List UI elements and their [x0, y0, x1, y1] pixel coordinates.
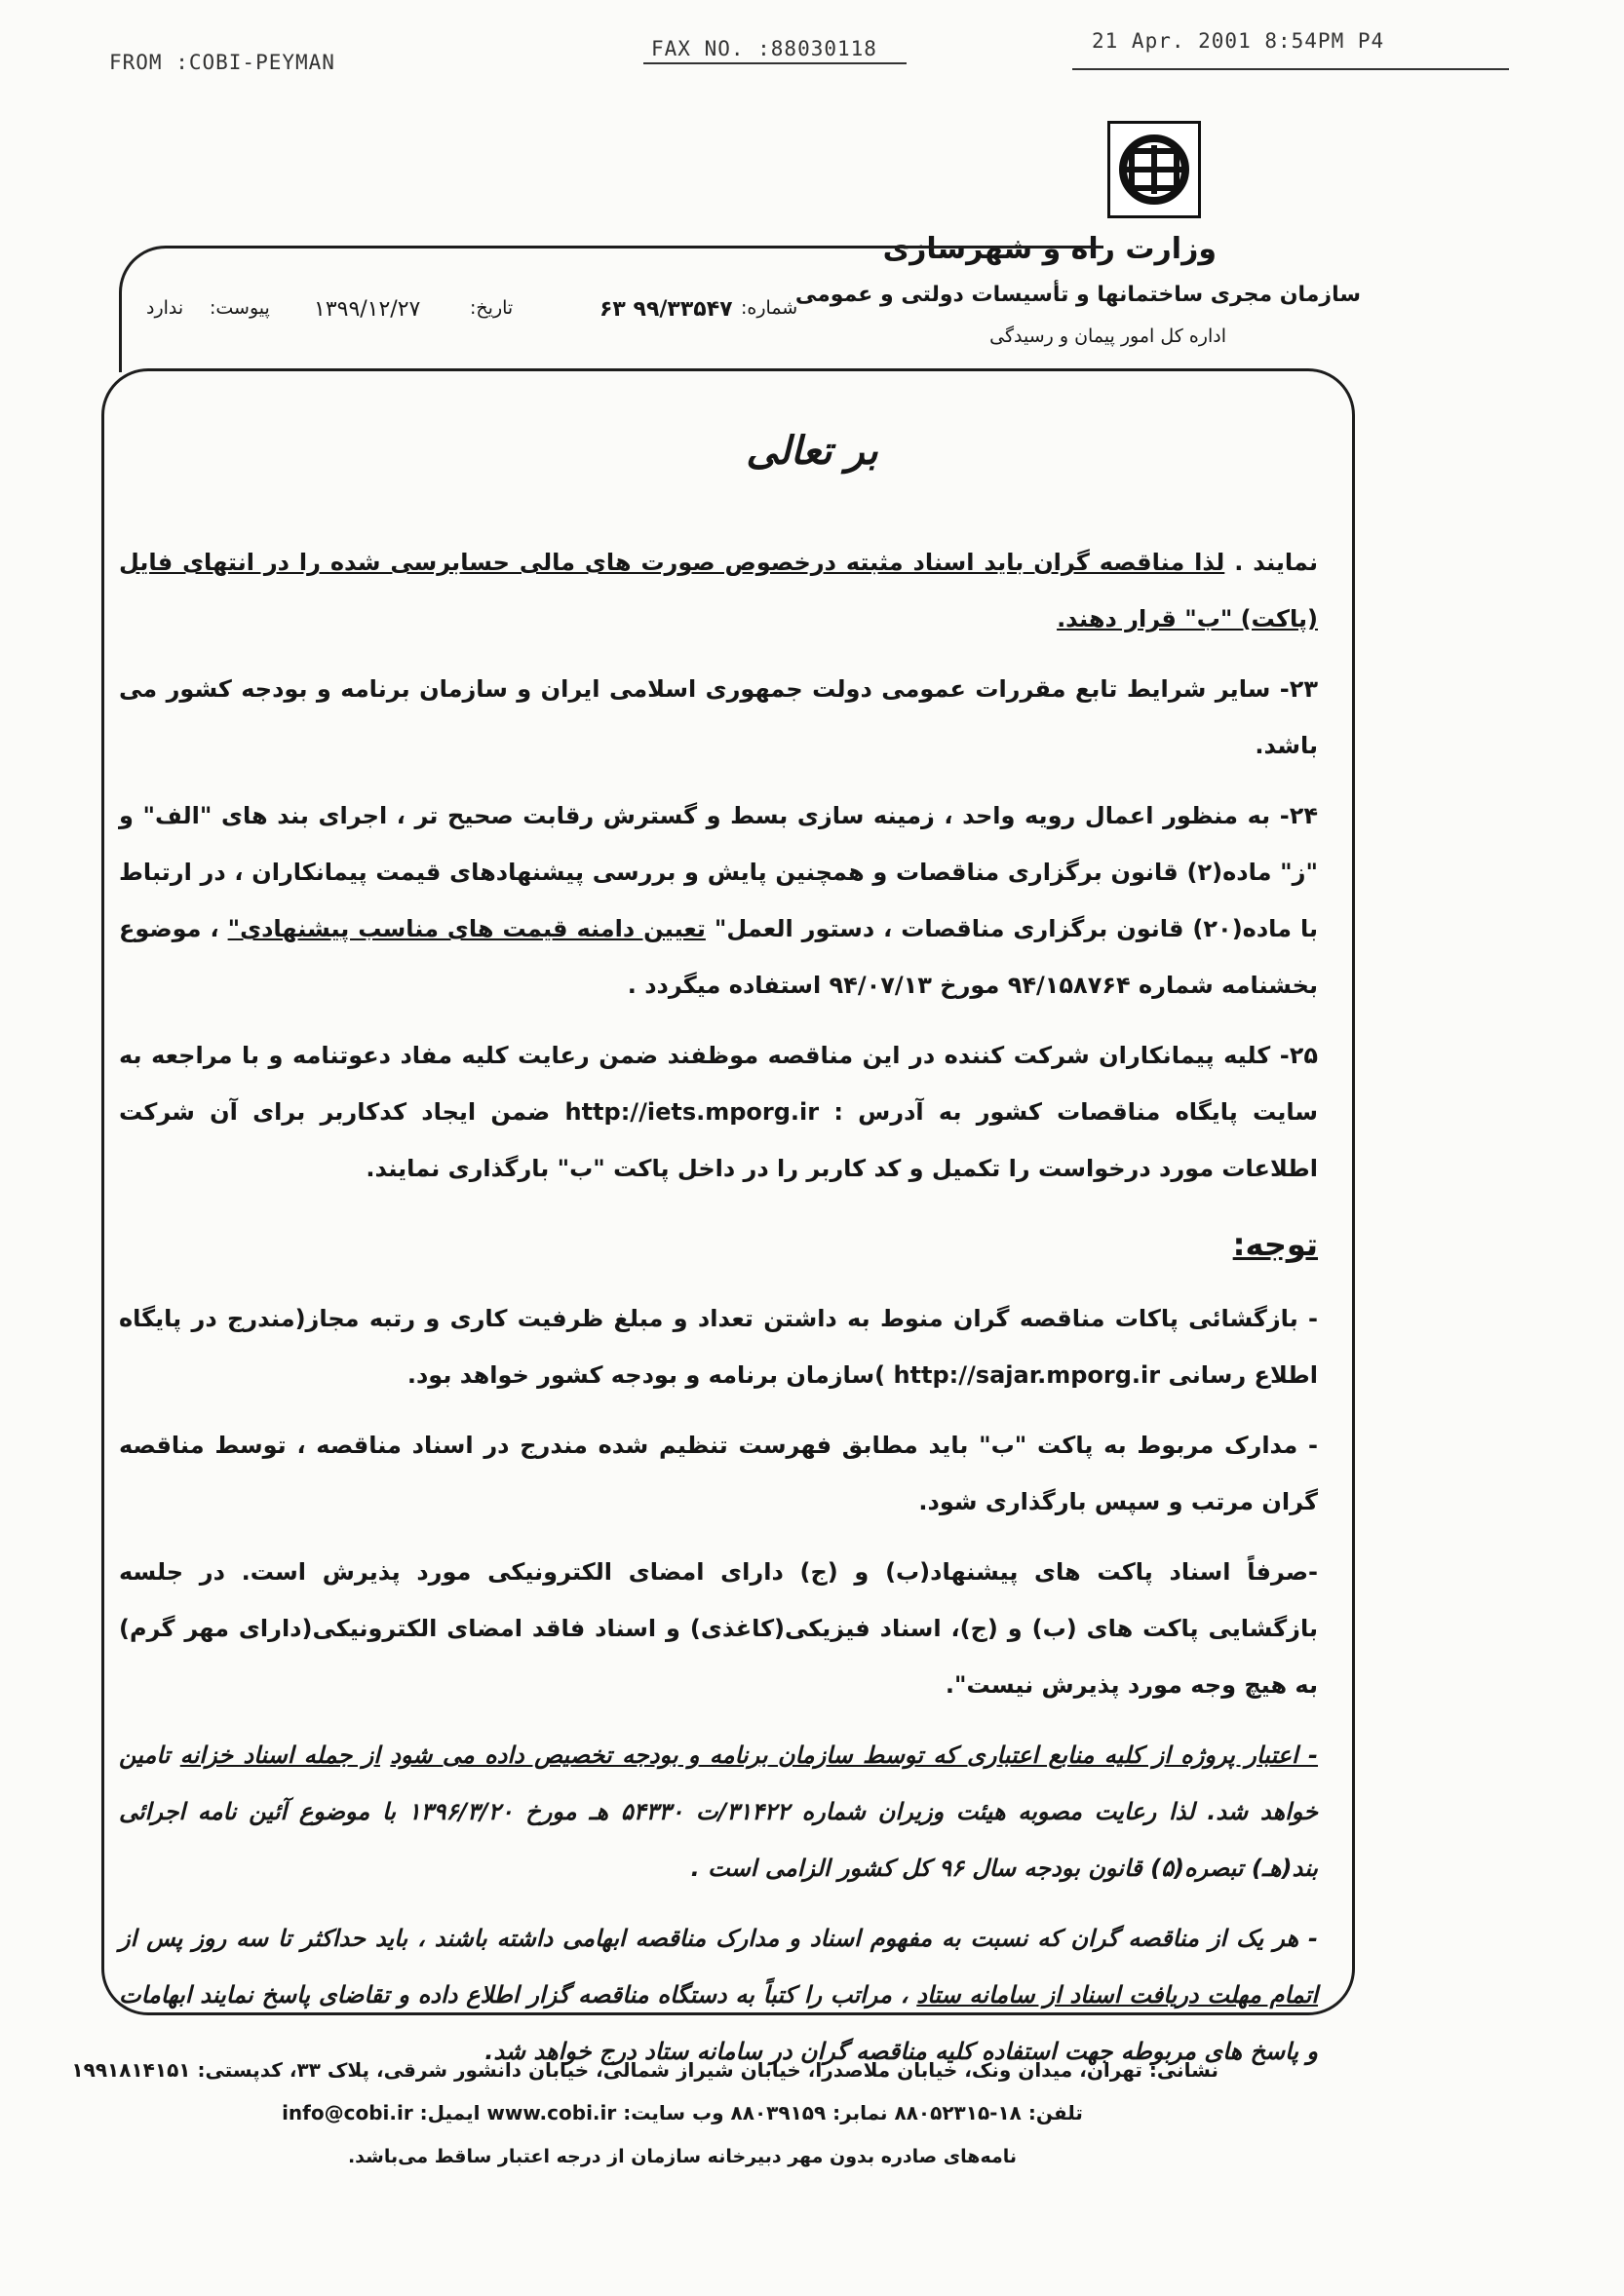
fax-number-underline: [643, 62, 907, 64]
fax-number: FAX NO. :88030118: [651, 37, 877, 60]
ministry-logo: [1107, 121, 1201, 218]
intro-text-a: نمایند .: [1234, 549, 1318, 576]
note-5-text-b: اتمام مهلت دریافت اسناد از سامانه ستاد: [916, 1981, 1319, 2009]
clause-25-text-b: ضمن ایجاد کدکاربر برای آن شرکت اطلاعات مورد درخواست را تکمیل و کد کاربر را در داخل پاکت "ب" بارگذاری نمایند.: [119, 1098, 1318, 1182]
clause-25-text-a: ۲۵- کلیه پیمانکاران شرکت کننده در این مناقصه موظفند ضمن رعایت کلیه مفاد دعوتنامه و با مراجعه به سایت پایگاه مناقصات کشور به آدرس :: [119, 1042, 1319, 1126]
note-5: [71, 1910, 1319, 2082]
ministry-name: وزارت راه و شهرسازی: [882, 232, 1217, 266]
note-4: [119, 1727, 1318, 1896]
frame-outer-corner: [119, 246, 1103, 372]
department-name: اداره کل امور پیمان و رسیدگی: [989, 325, 1226, 347]
clause-24: [119, 787, 1318, 1014]
number-label: شماره:: [741, 297, 798, 319]
letter-date: ۱۳۹۹/۱۲/۲۷: [314, 297, 421, 322]
note-1: [119, 1290, 1318, 1403]
attachment-value: ندارد: [146, 297, 184, 319]
clause-24-text-c: ، موضوع بخشنامه شماره ۹۴/۱۵۸۷۶۴ مورخ ۹۴/۰۷/۱۳ استفاده میگردد .: [119, 915, 1318, 999]
note-1-text-b: )سازمان برنامه و بودجه کشور خواهد بود.: [406, 1361, 886, 1389]
note-1-text-a: - بازگشائی پاکات مناقصه گران منوط به داشتن تعداد و مبلغ ظرفیت کاری و رتبه مجاز(مندرج در پایگاه اطلاع رسانی: [119, 1305, 1318, 1389]
clause-24-title: تعیین دامنه قیمت های مناسب پیشنهادی": [227, 915, 706, 942]
attachment-label: پیوست:: [210, 297, 270, 319]
letter-number: ۶۳ ۹۹/۳۳۵۴۷: [599, 297, 733, 322]
sajar-url-link[interactable]: http://sajar.mporg.ir: [893, 1361, 1161, 1389]
organization-name: سازمان مجری ساختمانها و تأسیسات دولتی و عمومی: [794, 283, 1361, 307]
fax-date-time: 21 Apr. 2001 8:54PM P4: [1092, 29, 1385, 53]
intro-text-b: لذا مناقصه گران باید اسناد مثبته درخصوص صورت های مالی حسابرسی شده را در انتهای فایل (پاکت) "ب" قرار دهند.: [119, 549, 1318, 632]
date-label: تاریخ:: [470, 297, 514, 319]
clause-25: [119, 1027, 1318, 1197]
note-5-text-c: ، مراتب را کتباً به دستگاه مناقصه گزار اطلاع داده و تقاضای پاسخ نمایند ابهامات و پاسخ های مربوطه جهت استفاده کلیه مناقصه گران در سامانه ستاد درج خواهد شد.: [119, 1981, 1318, 2065]
fax-from: FROM :COBI-PEYMAN: [109, 51, 335, 74]
continuation-heading: بر تعالی: [746, 429, 878, 474]
iets-url-link[interactable]: http://iets.mporg.ir: [564, 1098, 820, 1126]
footer-disclaimer: نامه‌های صادره بدون مهر دبیرخانه سازمان از درجه اعتبار ساقط می‌باشد.: [347, 2146, 1018, 2167]
note-title: توجه:: [1232, 1226, 1318, 1263]
footer-address: نشانی: تهران، میدان ونک، خیابان ملاصدرا، خیابان شیراز شمالی، خیابان دانشور شرقی، پلاک ۳۳، کدپستی: ۱۹۹۱۸۱۴۱۵۱: [71, 2058, 1218, 2082]
fax-date-underline: [1072, 68, 1509, 70]
emblem-icon: [1110, 124, 1198, 215]
note-2: - مدارک مربوط به پاکت "ب" باید مطابق فهرست تنظیم شده مندرج در اسناد مناقصه ، توسط مناقصه گران مرتب و سپس بارگذاری شود.: [119, 1432, 1318, 1515]
note-4-text-b: از جمله اسناد خزانه: [179, 1741, 380, 1769]
note-4-text-a: - اعتبار پروژه از کلیه منابع اعتباری که توسط سازمان برنامه و بودجه تخصیص داده می شود: [390, 1741, 1319, 1769]
letter-body: [71, 534, 1319, 2093]
note-5-text-a: - هر یک از مناقصه گران که نسبت به مفهوم اسناد و مدارک مناقصه ابهامی داشته باشند ، باید حداکثر تا سه روز پس از: [119, 1925, 1318, 1952]
note-4-text-c: تامین خواهد شد. لذا رعایت مصوبه هیئت وزیران شماره ۳۱۴۲۲/ت ۵۴۳۳۰ هـ مورخ ۱۳۹۶/۳/۲۰ با موضوع آئین نامه اجرائی بند(هـ) تبصره(۵) قانون بودجه سال ۹۶ کل کشور الزامی است .: [119, 1741, 1319, 1882]
clause-24-text-a: ۲۴- به منظور اعمال رویه واحد ، زمینه سازی بسط و گسترش رقابت صحیح تر ، اجرای بند های "الف" و "ز" ماده(۲) قانون برگزاری مناقصات و همچنین پایش و بررسی پیشنهادهای قیمت پیمانکاران ، در ارتباط با ماده(۲۰) قانون برگزاری مناقصات ، دستور العمل": [119, 802, 1319, 942]
note-3: -صرفاً اسناد پاکت های پیشنهاد(ب) و (ج) دارای امضای الکترونیکی مورد پذیرش است. در جلسه بازگشایی پاکت های (ب) و (ج)، اسناد فیزیکی(کاغذی) و اسناد فاقد امضای الکترونیکی(دارای مهر گرم) به هیچ وجه مورد پذیرش نیست".: [119, 1558, 1318, 1699]
footer-contact: تلفن: ۱۸-۸۸۰۵۲۳۱۵ نمابر: ۸۸۰۳۹۱۵۹ وب سایت: www.cobi.ir ایمیل: info@cobi.ir: [282, 2101, 1083, 2124]
intro-paragraph: [119, 534, 1318, 647]
clause-23: ۲۳- سایر شرایط تابع مقررات عمومی دولت جمهوری اسلامی ایران و سازمان برنامه و بودجه کشور می باشد.: [119, 675, 1318, 759]
